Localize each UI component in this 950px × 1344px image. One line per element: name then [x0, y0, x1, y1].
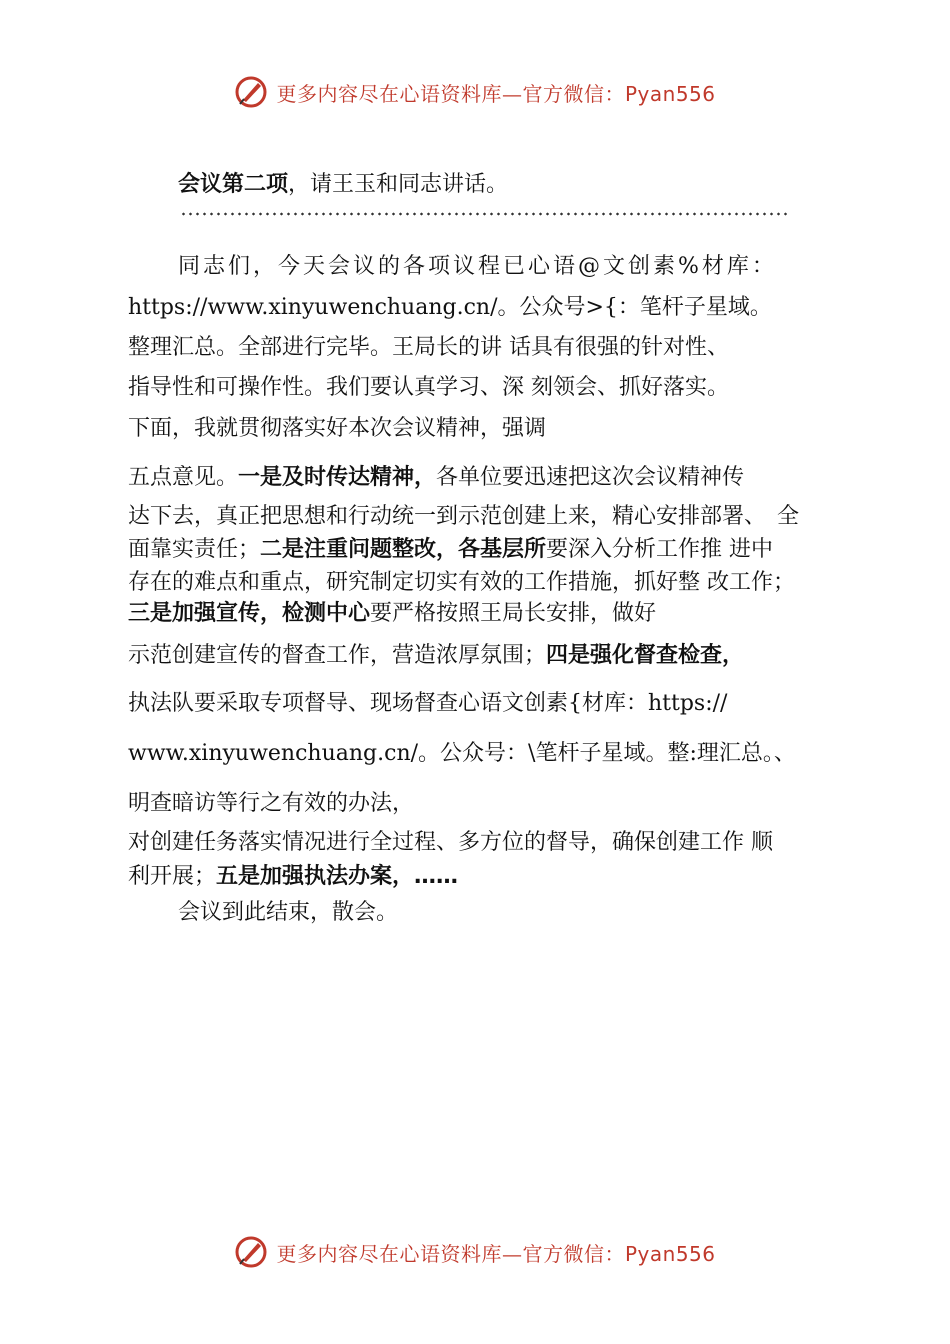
doc-line-16: 明查暗访等行之有效的办法，: [128, 791, 415, 816]
doc-line-3: 同志们，今天会议的各项议程已心语@文创素%材库：: [178, 254, 777, 279]
banner-text: [276, 78, 715, 107]
doc-line-5: 整理汇总。全部进行完毕。王局长的讲 话具有很强的针对性、: [128, 335, 729, 360]
doc-line-6: 指导性和可操作性。我们要认真学习、深 刻领会、抓好落实。: [128, 375, 729, 400]
doc-line-7: 下面，我就贯彻落实好本次会议精神，强调: [128, 416, 547, 441]
point-five: 五是加强执法办案，……: [216, 864, 459, 889]
doc-line-14: 执法队要采取专项督导、现场督查心语文创素{材库：https://: [128, 691, 728, 716]
doc-line-18: [128, 862, 458, 892]
point-two: 二是注重问题整改，各基层所: [260, 537, 547, 562]
doc-line-1: [178, 170, 508, 200]
text-segment: 示范创建宣传的督查工作，营造浓厚氛围；: [128, 643, 547, 668]
doc-line-12: [128, 599, 656, 629]
doc-line-15: www.xinyuwenchuang.cn/。公众号：\笔杆子星域。整:理汇总。、: [128, 741, 796, 766]
banner-label: 更多内容尽在心语资料库—官方微信：: [276, 1241, 625, 1266]
text-segment: 要严格按照王局长安排，做好: [370, 601, 657, 626]
point-four: 四是强化督查检查，: [546, 643, 745, 668]
doc-line-13: [128, 641, 744, 671]
point-one: 一是及时传达精神，: [238, 465, 437, 490]
doc-line-9: 达下去，真正把思想和行动统一到示范创建上来，精心安排部署、 全: [128, 504, 800, 529]
header-banner: [0, 70, 950, 114]
text-segment: 面靠实责任；: [128, 537, 261, 562]
logo-icon: [234, 1235, 268, 1269]
doc-line-4: https://www.xinyuwenchuang.cn/。公众号>{：笔杆子星域。: [128, 295, 772, 320]
doc-line-17: 对创建任务落实情况进行全过程、多方位的督导，确保创建工作 顺: [128, 830, 773, 855]
text-segment: 利开展；: [128, 864, 217, 889]
dotted-separator: [180, 212, 788, 216]
text-segment: 各单位要迅速把这次会议精神传: [436, 465, 745, 490]
text-segment: 五点意见。: [128, 465, 239, 490]
doc-line-8: [128, 463, 744, 493]
banner-text: [276, 1238, 715, 1267]
agenda-heading: 会议第二项: [178, 172, 289, 197]
banner-label: 更多内容尽在心语资料库—官方微信：: [276, 81, 625, 106]
footer-banner: [0, 1230, 950, 1274]
doc-line-10: [128, 535, 773, 565]
logo-icon: [234, 75, 268, 109]
agenda-text: ，请王玉和同志讲话。: [288, 172, 509, 197]
banner-account: Pyan556: [624, 1241, 716, 1266]
doc-line-19: 会议到此结束，散会。: [178, 900, 399, 925]
text-segment: 要深入分析工作推 进中: [546, 537, 774, 562]
point-three: 三是加强宣传，检测中心: [128, 601, 371, 626]
doc-line-11: 存在的难点和重点，研究制定切实有效的工作措施，抓好整 改工作；: [128, 570, 795, 595]
banner-account: Pyan556: [624, 81, 716, 106]
